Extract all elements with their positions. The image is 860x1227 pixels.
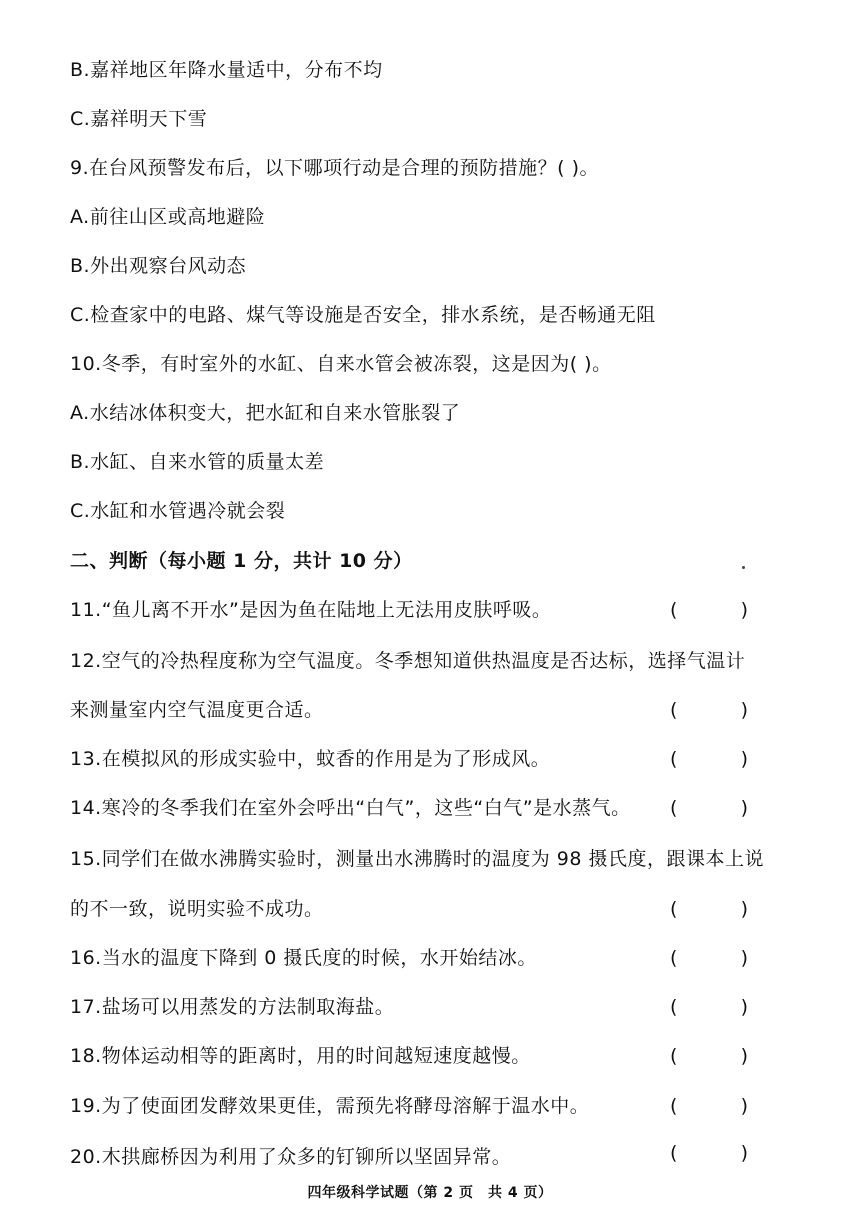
answer-blank-19: ( ) <box>670 1095 748 1117</box>
judgment-13: 13.在模拟风的形成实验中，蚊香的作用是为了形成风。 <box>70 748 551 770</box>
answer-blank-12: ( ) <box>670 699 748 721</box>
answer-blank-20: ( ) <box>670 1142 748 1164</box>
judgment-12: 12.空气的冷热程度称为空气温度。冬季想知道供热温度是否达标，选择气温计 <box>70 650 746 672</box>
page-footer: 四年级科学试题（第 2 页 共 4 页） <box>307 1185 553 1201</box>
answer-blank-18: ( ) <box>670 1045 748 1067</box>
section-heading: 二、判断（每小题 1 分，共计 10 分） <box>70 550 413 572</box>
answer-blank-11: ( ) <box>670 599 748 621</box>
option-10a: A.水结冰体积变大，把水缸和自来水管胀裂了 <box>70 402 461 424</box>
judgment-18: 18.物体运动相等的距离时，用的时间越短速度越慢。 <box>70 1045 531 1067</box>
answer-blank-16: ( ) <box>670 947 748 969</box>
judgment-20: 20.木拱廊桥因为利用了众多的钉铆所以坚固异常。 <box>70 1146 512 1168</box>
question-9: 9.在台风预警发布后，以下哪项行动是合理的预防措施？( )。 <box>70 157 599 179</box>
answer-blank-17: ( ) <box>670 996 748 1018</box>
option-9a: A.前往山区或高地避险 <box>70 206 266 228</box>
option-8c: C.嘉祥明天下雪 <box>70 108 208 130</box>
judgment-19: 19.为了使面团发酵效果更佳，需预先将酵母溶解于温水中。 <box>70 1095 590 1117</box>
option-9c: C.检查家中的电路、煤气等设施是否安全，排水系统，是否畅通无阻 <box>70 304 656 326</box>
option-9b: B.外出观察台风动态 <box>70 255 247 277</box>
judgment-16: 16.当水的温度下降到 0 摄氏度的时候，水开始结冰。 <box>70 947 537 969</box>
option-8b: B.嘉祥地区年降水量适中，分布不均 <box>70 59 383 81</box>
judgment-15: 15.同学们在做水沸腾实验时，测量出水沸腾时的温度为 98 摄氏度，跟课本上说 <box>70 848 764 870</box>
judgment-17: 17.盐场可以用蒸发的方法制取海盐。 <box>70 996 395 1018</box>
speck-mark <box>742 566 745 569</box>
judgment-14: 14.寒冷的冬季我们在室外会呼出“白气”，这些“白气”是水蒸气。 <box>70 797 631 819</box>
option-10c: C.水缸和水管遇冷就会裂 <box>70 500 286 522</box>
judgment-12-cont: 来测量室内空气温度更合适。 <box>70 699 324 721</box>
question-10: 10.冬季，有时室外的水缸、自来水管会被冻裂，这是因为( )。 <box>70 353 612 375</box>
answer-blank-13: ( ) <box>670 748 748 770</box>
judgment-15-cont: 的不一致，说明实验不成功。 <box>70 898 324 920</box>
option-10b: B.水缸、自来水管的质量太差 <box>70 451 325 473</box>
answer-blank-14: ( ) <box>670 797 748 819</box>
judgment-11: 11.“鱼儿离不开水”是因为鱼在陆地上无法用皮肤呼吸。 <box>70 599 552 621</box>
answer-blank-15: ( ) <box>670 898 748 920</box>
